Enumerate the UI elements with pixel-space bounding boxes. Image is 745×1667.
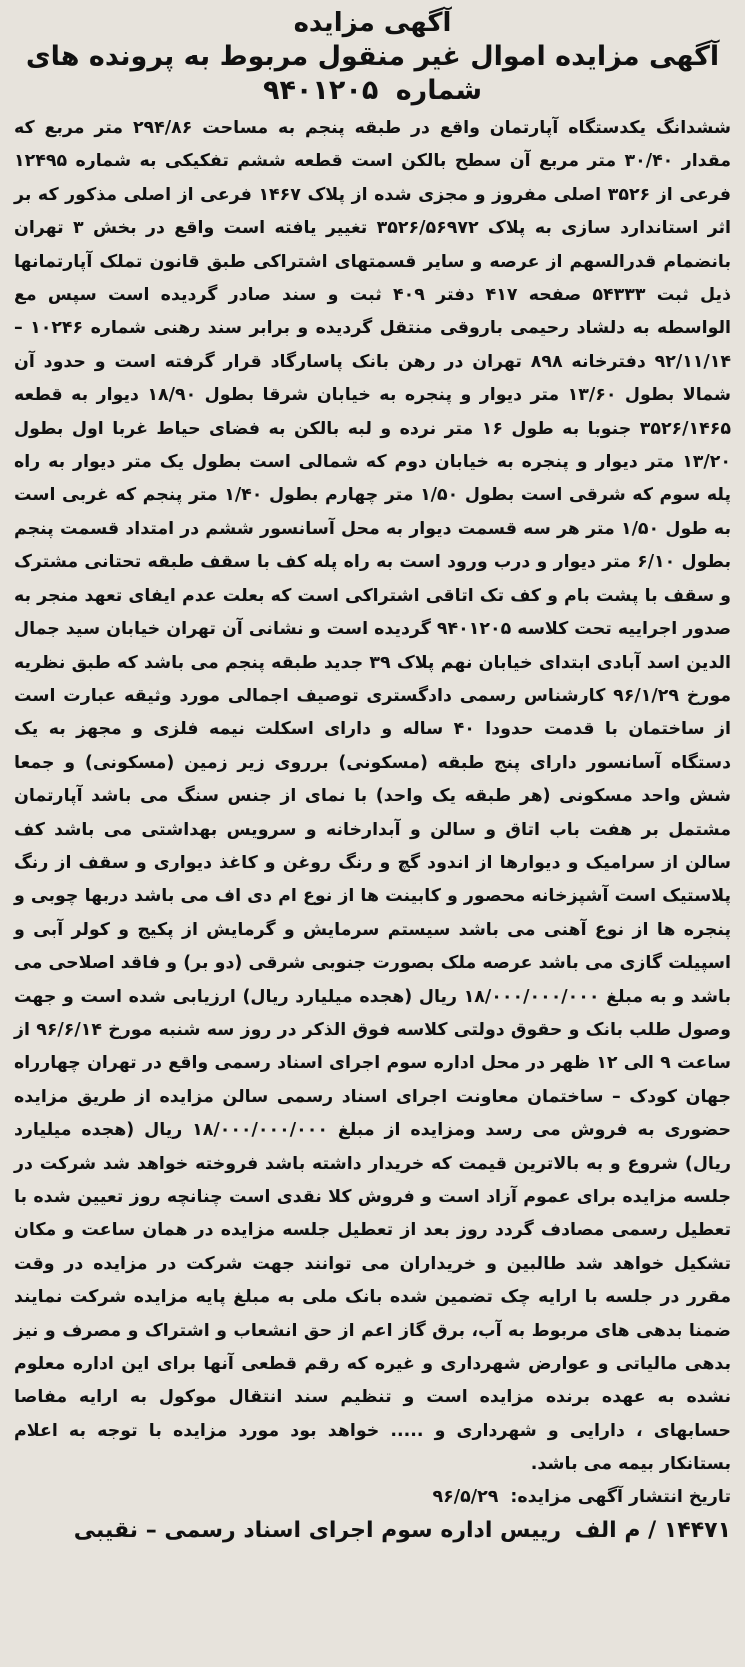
publication-date-line — [14, 1482, 731, 1512]
notice-title: آگهی مزایده — [293, 8, 452, 38]
notice-subtitle: آگهی مزایده اموال غیر منقول مربوط به پرونده های — [25, 41, 720, 72]
file-number: ۹۴۰۱۲۰۵ — [262, 75, 379, 106]
notice-body: ششدانگ یکدستگاه آپارتمان واقع در طبقه پنجم به مساحت ۲۹۴/۸۶ متر مربع که مقدار ۳۰/۴۰ متر مربع آن سطح بالکن است قطعه ششم تفکیکی به شماره ۱۲۴۹۵ فرعی از ۳۵۲۶ اصلی مفروز و مجزی شده از پلاک ۱۴۶۷ فرعی از اصلی مذکور که بر اثر استاندارد سازی به پلاک ۳۵۲۶/۵۶۹۷۲ تغییر یافته است واقع در بخش ۳ تهران بانضمام قدرالسهم از عرصه و سایر قسمتهای اشتراکی طبق قانون تملک آپارتمانها ذیل ثبت ۵۴۳۳۳ صفحه ۴۱۷ دفتر ۴۰۹ ثبت و سند صادر گردیده است سپس مع الواسطه به دلشاد رحیمی باروقی منتقل گردیده و برابر سند رهنی شماره ۱۰۲۴۶ – ۹۲/۱۱/۱۴ دفترخانه ۸۹۸ تهران در رهن بانک پاسارگاد قرار گرفته است و حدود آن شمالا بطول ۱۳/۶۰ متر دیوار و پنجره به خیابان شرقا بطول ۱۸/۹۰ دیوار به قطعه ۳۵۲۶/۱۴۶۵ جنوبا به طول ۱۶ متر نرده و لبه بالکن به فضای حیاط غربا اول بطول ۱۳/۲۰ متر دیوار و پنجره به خیابان دوم که شمالی است بطول یک متر دیوار به راه پله سوم که شرقی است بطول ۱/۵۰ متر چهارم بطول ۱/۴۰ متر پنجم که غربی است به طول ۱/۵۰ متر هر سه قسمت دیوار به محل آسانسور ششم در امتداد قسمت پنجم بطول ۶/۱۰ متر دیوار و درب ورود است به راه پله کف با سقف طبقه تحتانی مشترک و سقف با پشت بام و کف تک اتاقی اشتراکی است که بعلت عدم ایفای تعهد منجر به صدور اجراییه تحت کلاسه ۹۴۰۱۲۰۵ گردیده است و نشانی آن تهران خیابان سید جمال الدین اسد آبادی ابتدای خیابان نهم پلاک ۳۹ جدید طبقه پنجم می باشد که طبق نظریه مورخ ۹۶/۱/۲۹ کارشناس رسمی دادگستری توصیف اجمالی مورد وثیقه عبارت است از ساختمان با قدمت حدودا ۴۰ ساله و دارای اسکلت نیمه فلزی و مجهز به یک دستگاه آسانسور دارای پنج طبقه (مسکونی) برروی زیر زمین (مسکونی) و جمعا شش واحد مسکونی (هر طبقه یک واحد) با نمای از جنس سنگ می باشد آپارتمان مشتمل بر هفت باب اتاق و سالن و آبدارخانه و سرویس بهداشتی می باشد کف سالن از سرامیک و دیوارها از اندود گچ و رنگ روغن و کاغذ دیواری و سقف از رنگ پلاستیک است آشپزخانه محصور و کابینت ها از نوع ام دی اف می باشد دربها چوبی و پنجره ها از نوع آهنی می باشد سیستم سرمایش و گرمایش از پکیج و کولر آبی و اسپیلت گازی می باشد عرصه ملک بصورت جنوبی شرقی (دو بر) و فاقد اصلاحی می باشد و به مبلغ ۱۸/۰۰۰/۰۰۰/۰۰۰ ریال (هجده میلیارد ریال) ارزیابی شده است و جهت وصول طلب بانک و حقوق دولتی کلاسه فوق الذکر در روز سه شنبه مورخ ۹۶/۶/۱۴ از ساعت ۹ الی ۱۲ ظهر در محل اداره سوم اجرای اسناد رسمی واقع در تهران چهارراه جهان کودک – ساختمان معاونت اجرای اسناد رسمی سالن مزایده از طریق مزایده حضوری به فروش می رسد ومزایده از مبلغ ۱۸/۰۰۰/۰۰۰/۰۰۰ ریال (هجده میلیارد ریال) شروع و به بالاترین قیمت که خریدار داشته باشد فروخته خواهد شد شرکت در جلسه مزایده برای عموم آزاد است و فروش کلا نقدی است چنانچه روز تعیین شده با تعطیل رسمی مصادف گردد روز بعد از تعطیل جلسه مزایده در همان ساعت و مکان تشکیل خواهد شد طالبین و خریداران می توانند جهت شرکت در مزایده در وقت مقرر در جلسه با ارایه چک تضمین شده بانک ملی به مبلغ پایه مزایده شرکت نمایند ضمنا بدهی های مربوط به آب، برق گاز اعم از حق انشعاب و اشتراک و مصرف و نیز بدهی مالیاتی و عوارض شهرداری و غیره که رقم قطعی آنها برای این اداره معلوم نشده به عهده برنده مزایده است و تنظیم سند انتقال موکول به ارایه مفاصا حسابهای ، دارایی و شهرداری و ..... خواهد بود مورد مزایده با توجه به اعلام بستانکار بیمه می باشد. — [13, 118, 732, 1475]
notice-footer — [14, 1514, 731, 1548]
signer: رییس اداره سوم اجرای اسناد رسمی – نقیبی — [73, 1517, 562, 1543]
publication-date: ۹۶/۵/۲۹ — [432, 1486, 499, 1507]
file-number-label: شماره — [395, 75, 483, 106]
publication-date-label: تاریخ انتشار آگهی مزایده: — [510, 1486, 731, 1507]
notice-header — [14, 6, 731, 112]
file-number-line — [14, 74, 731, 108]
notice-code: ۱۴۴۷۱ / م الف — [574, 1517, 731, 1543]
